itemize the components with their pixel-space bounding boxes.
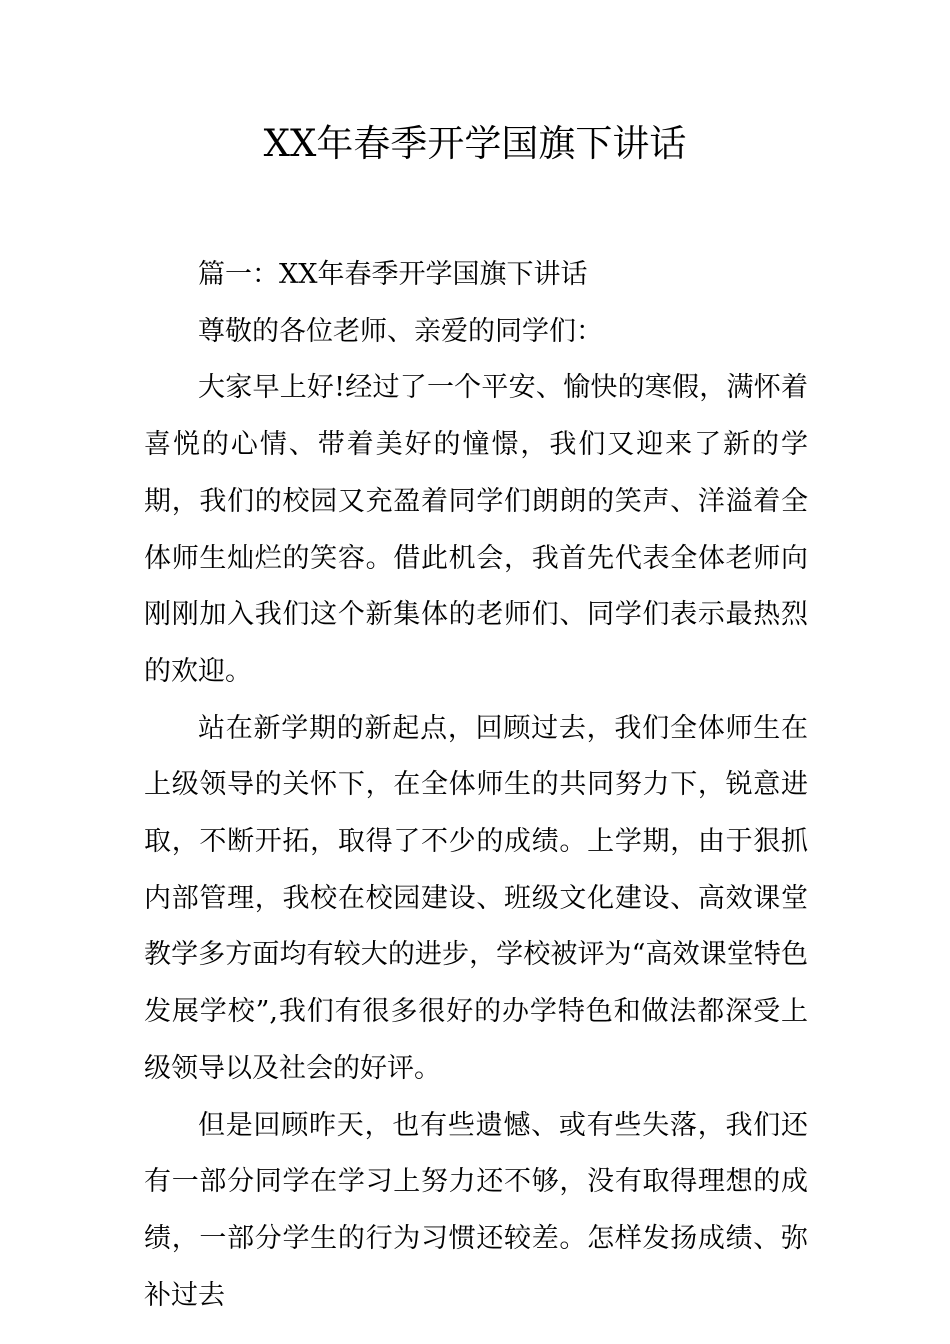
body-paragraph: 但是回顾昨天，也有些遗憾、或有些失落，我们还有一部分同学在学习上努力还不够，没有取得理想的成绩，一部分学生的行为习惯还较差。怎样发扬成绩、弥补过去 [144,1109,808,1311]
document-body [144,247,808,1324]
body-paragraph: 大家早上好!经过了一个平安、愉快的寒假，满怀着喜悦的心情、带着美好的憧憬，我们又迎来了新的学期，我们的校园又充盈着同学们朗朗的笑声、洋溢着全体师生灿烂的笑容。借此机会，我首先代表全体老师向刚刚加入我们这个新集体的老师们、同学们表示最热烈的欢迎。 [144,372,808,687]
salutation: 尊敬的各位老师、亲爱的同学们： [198,315,603,347]
section-heading: 篇一：XX年春季开学国旗下讲话 [198,259,588,290]
body-paragraph: 站在新学期的新起点，回顾过去，我们全体师生在上级领导的关怀下，在全体师生的共同努力下，锐意进取，不断开拓，取得了不少的成绩。上学期，由于狠抓内部管理，我校在校园建设、班级文化建设、高效课堂教学多方面均有较大的进步，学校被评为“高效课堂特色发展学校”,我们有很多很好的办学特色和做法都深受上级领导以及社会的好评。 [144,712,808,1084]
document-title: XX年春季开学国旗下讲话 [263,122,687,165]
